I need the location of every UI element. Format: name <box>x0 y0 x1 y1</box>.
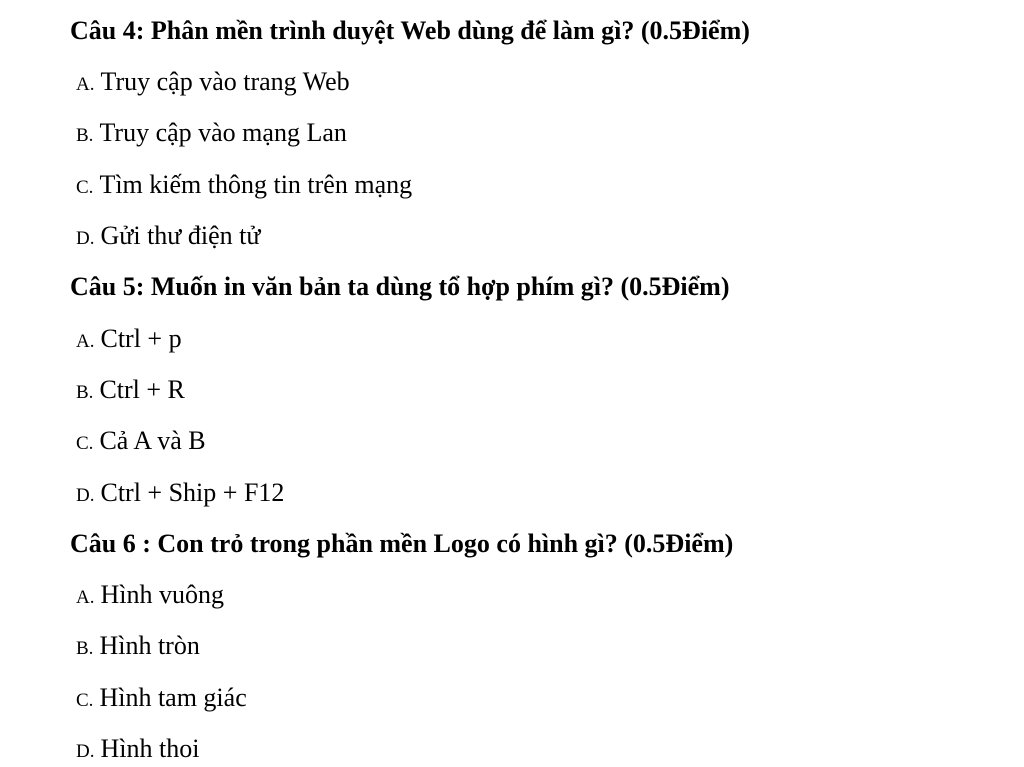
option-letter: C. <box>76 177 94 198</box>
option-text: Ctrl + Ship + F12 <box>100 478 285 507</box>
question-4-option-c <box>76 172 412 198</box>
question-6-option-c <box>76 685 247 711</box>
question-5-title: Câu 5: Muốn in văn bản ta dùng tổ hợp phím gì? (0.5Điểm) <box>70 272 730 301</box>
option-text: Hình tròn <box>99 631 200 660</box>
option-letter: D. <box>76 741 95 762</box>
option-letter: A. <box>76 331 95 352</box>
option-text: Cả A và B <box>99 426 206 455</box>
option-letter: A. <box>76 74 95 95</box>
question-6-option-b <box>76 633 200 659</box>
option-letter: D. <box>76 485 95 506</box>
option-letter: A. <box>76 587 95 608</box>
option-text: Tìm kiếm thông tin trên mạng <box>99 170 413 199</box>
option-text: Truy cập vào mạng Lan <box>99 118 347 147</box>
option-text: Gửi thư điện tử <box>100 221 261 250</box>
option-text: Hình vuông <box>100 580 224 609</box>
question-6-option-d <box>76 736 199 762</box>
option-letter: C. <box>76 690 94 711</box>
option-letter: D. <box>76 228 95 249</box>
option-letter: B. <box>76 382 94 403</box>
option-text: Truy cập vào trang Web <box>100 67 350 96</box>
question-6-title: Câu 6 : Con trỏ trong phần mền Logo có hình gì? (0.5Điểm) <box>70 529 734 558</box>
option-text: Hình thoi <box>100 734 200 763</box>
question-4-option-d <box>76 223 260 249</box>
question-5-option-a <box>76 326 182 352</box>
question-4-option-a <box>76 69 350 95</box>
option-letter: B. <box>76 638 94 659</box>
option-text: Hình tam giác <box>99 683 247 712</box>
question-4-title: Câu 4: Phân mền trình duyệt Web dùng để làm gì? (0.5Điểm) <box>70 16 750 45</box>
option-text: Ctrl + p <box>100 324 182 353</box>
question-5-option-d <box>76 480 284 506</box>
option-letter: B. <box>76 125 94 146</box>
question-5-option-c <box>76 428 206 454</box>
question-5-option-b <box>76 377 185 403</box>
option-text: Ctrl + R <box>99 375 185 404</box>
option-letter: C. <box>76 433 94 454</box>
question-4-option-b <box>76 120 347 146</box>
question-6-option-a <box>76 582 224 608</box>
